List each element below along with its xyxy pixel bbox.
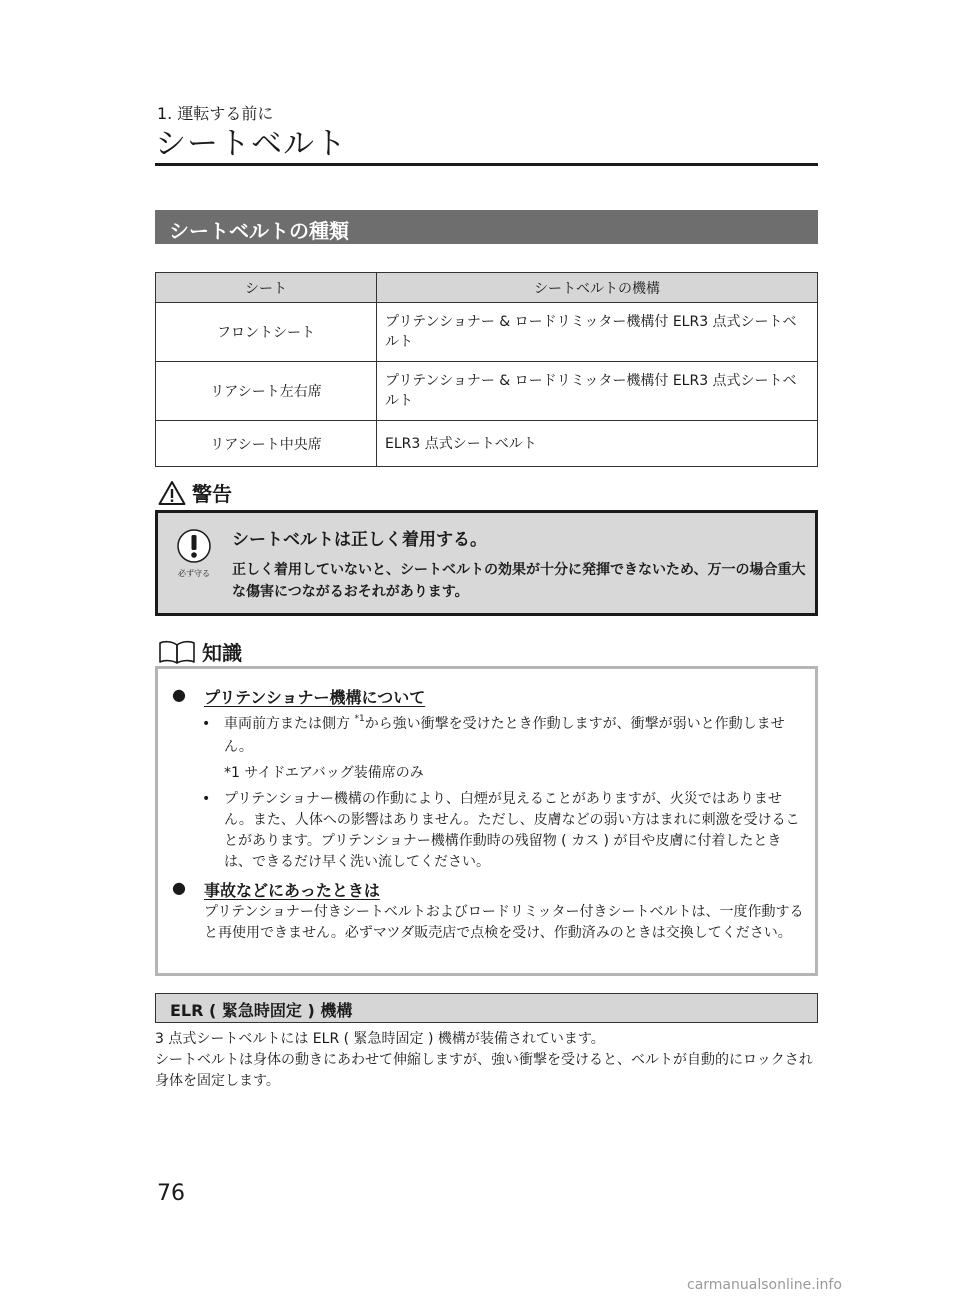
table-row <box>156 362 818 421</box>
table-row <box>156 421 818 467</box>
page-number: 76 <box>157 1181 185 1206</box>
table-cell-mechanism: プリテンショナー & ロードリミッター機構付 ELR3 点式シートベルト <box>377 362 818 421</box>
warning-body: 正しく着用していないと、シートベルトの効果が十分に発揮できないため、万一の場合重大な傷害につながるおそれがあります。 <box>232 562 806 600</box>
bullet-icon: • <box>202 716 211 732</box>
knowledge-heading-accident: 事故などにあったときは <box>204 881 380 900</box>
table-cell-mechanism: ELR3 点式シートベルト <box>377 421 818 467</box>
elr-line: 3 点式シートベルトには ELR ( 緊急時固定 ) 機構が装備されています。 <box>155 1031 605 1047</box>
warning-heading <box>158 478 232 507</box>
warning-label: 警告 <box>192 482 232 506</box>
table-cell-seat: リアシート左右席 <box>156 362 377 421</box>
table-header-row <box>156 273 818 303</box>
footnote: *1 サイドエアバッグ装備席のみ <box>224 765 424 781</box>
must-follow-mark <box>174 529 214 579</box>
table-cell-mechanism: プリテンショナー & ロードリミッター機構付 ELR3 点式シートベルト <box>377 303 818 362</box>
warning-triangle-icon <box>158 480 186 506</box>
warning-title: シートベルトは正しく着用する。 <box>232 530 487 550</box>
seatbelt-type-table <box>155 272 818 467</box>
bullet-icon: ● <box>172 878 186 897</box>
bullet-icon: • <box>202 791 211 807</box>
warning-box <box>155 510 818 616</box>
table-header: シート <box>156 273 377 303</box>
list-item <box>202 789 802 873</box>
knowledge-heading-pretensioner: プリテンショナー機構について <box>204 688 426 707</box>
table-row <box>156 303 818 362</box>
title-rule <box>155 163 818 166</box>
table-cell-seat: リアシート中央席 <box>156 421 377 467</box>
elr-section-title: ELR ( 緊急時固定 ) 機構 <box>155 993 818 1023</box>
elr-body <box>155 1029 825 1092</box>
list-item-text: プリテンショナー機構の作動により、白煙が見えることがありますが、火災ではありません。また、人体への影響はありません。ただし、皮膚などの弱い方はまれに刺激を受けることがあります。プリテンショナー機構作動時の残留物 ( カス ) が目や皮膚に付着したときは、できるだけ早く洗い流してください。 <box>224 791 800 870</box>
exclamation-circle-icon <box>177 529 211 563</box>
knowledge-accident-text: プリテンショナー付きシートベルトおよびロードリミッター付きシートベルトは、一度作動すると再使用できません。必ずマツダ販売店で点検を受け、作動済みのときは交換してください。 <box>204 904 804 941</box>
list-item-text: 車両前方または側方 <box>224 716 355 732</box>
list-item-text: から強い衝撃を受けたとき作動しますが、衝撃が弱いと作動しません。 <box>224 716 785 755</box>
section-title: シートベルトの種類 <box>155 210 818 244</box>
elr-line: シートベルトは身体の動きにあわせて伸縮しますが、強い衝撃を受けると、ベルトが自動的にロックされ身体を固定します。 <box>155 1052 813 1089</box>
breadcrumb: 1. 運転する前に <box>157 104 274 123</box>
footnote-ref: *1 <box>354 714 365 724</box>
must-follow-caption: 必ず守る <box>178 569 210 578</box>
knowledge-label: 知識 <box>202 641 242 665</box>
knowledge-box <box>155 666 818 976</box>
knowledge-heading <box>158 637 242 666</box>
page-title: シートベルト <box>155 126 347 162</box>
bullet-icon: ● <box>172 685 186 704</box>
list-item <box>202 714 802 758</box>
watermark: carmanualsonline.info <box>687 1277 842 1293</box>
table-cell-seat: フロントシート <box>156 303 377 362</box>
table-header: シートベルトの機構 <box>377 273 818 303</box>
open-book-icon <box>158 640 196 664</box>
